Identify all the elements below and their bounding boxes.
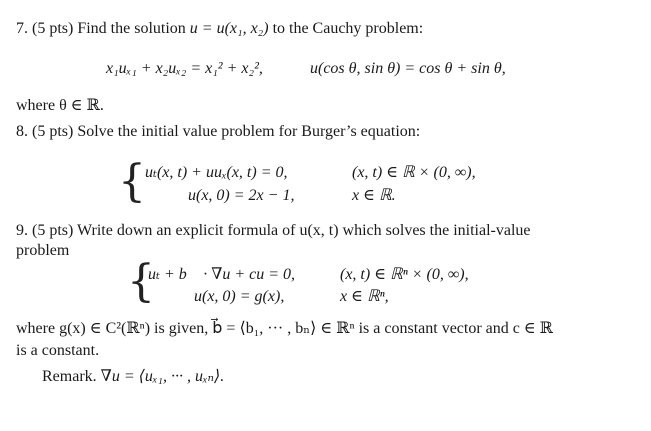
unknown-function: u = u(x₁, x₂) [189, 20, 269, 37]
cauchy-pde [106, 59, 263, 79]
problem-points: (5 pts) [32, 20, 74, 37]
initial-data: u(cos θ, sin θ) = cos θ + sin θ, [310, 60, 506, 77]
problem-points: (5 pts) [32, 123, 74, 140]
domain: (x, t) ∈ ℝ × (0, ∞), [352, 164, 476, 181]
problem-text: problem [16, 242, 70, 259]
problem-text: Write down an explicit formula of u(x, t) which solves the initial-value [77, 222, 531, 239]
given-text: is a constant. [16, 342, 100, 359]
left-brace: { [127, 256, 155, 307]
problem-9-given [16, 319, 553, 339]
given-text: where g(x) ∈ C²(ℝⁿ) is given, b⃗ = ⟨b₁, ··· , bₙ⟩ ∈ ℝⁿ is a constant vector and c ∈ ℝ [16, 320, 554, 337]
domain: (x, t) ∈ ℝⁿ × (0, ∞), [340, 266, 469, 283]
burgers-domain [352, 163, 476, 183]
pde-equation: x₁uₓ₁ + x₂uₓ₂ = x₁² + x₂², [106, 60, 263, 77]
problem-text: to the Cauchy problem: [272, 20, 424, 37]
transport-equation [148, 265, 295, 285]
problem-9-header [16, 221, 531, 241]
domain: x ∈ ℝⁿ, [340, 288, 389, 305]
problem-points: (5 pts) [32, 222, 74, 239]
transport-domain [340, 265, 469, 285]
problem-7-where [16, 96, 104, 116]
problem-number: 7. [16, 20, 28, 37]
remark-label: Remark. [42, 368, 97, 385]
transport-initial-domain [340, 287, 389, 307]
domain: x ∈ ℝ. [352, 187, 396, 204]
problem-text: Solve the initial value problem for Burger’s equation: [77, 123, 421, 140]
problem-8-header [16, 122, 420, 142]
transport-initial [194, 287, 284, 307]
pde-equation: uₜ(x, t) + uuₓ(x, t) = 0, [145, 164, 288, 181]
remark [42, 367, 224, 387]
problem-9-given-cont [16, 341, 99, 361]
cauchy-data [310, 59, 506, 79]
problem-number: 9. [16, 222, 28, 239]
problem-7-header [16, 19, 423, 39]
where-clause: where θ ∈ ℝ. [16, 97, 104, 114]
initial-data: u(x, 0) = g(x), [194, 288, 285, 305]
burgers-equation [145, 163, 288, 183]
burgers-initial [188, 186, 294, 206]
problem-number: 8. [16, 123, 28, 140]
initial-data: u(x, 0) = 2x − 1, [188, 187, 295, 204]
problem-9-header-cont [16, 241, 69, 261]
remark-text: ∇u = ⟨uₓ₁, ··· , uₓₙ⟩. [100, 368, 225, 385]
burgers-initial-domain [352, 186, 396, 206]
problem-text: Find the solution [77, 20, 186, 37]
left-brace: { [118, 156, 146, 207]
pde-equation: uₜ + b⃗ · ∇u + cu = 0, [148, 266, 296, 283]
